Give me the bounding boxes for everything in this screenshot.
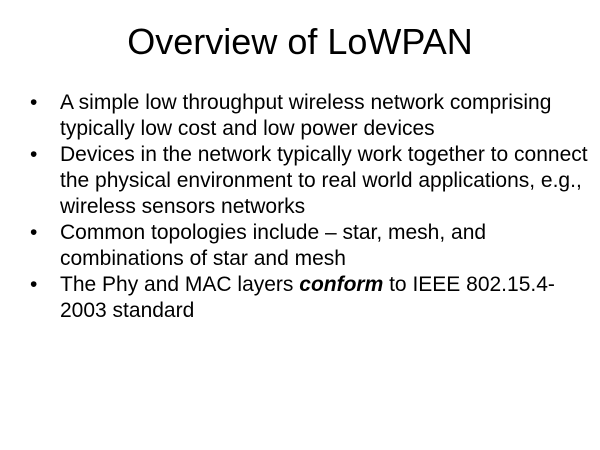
bullet-text xyxy=(60,272,590,324)
bullet-text-after: to IEEE 802.15.4-2003 standard xyxy=(60,273,555,322)
slide-title: Overview of LoWPAN xyxy=(127,21,473,62)
bullet-icon: • xyxy=(30,273,38,296)
bullet-text: Common topologies include – star, mesh, and combinations of star and mesh xyxy=(60,221,487,270)
bullet-icon: • xyxy=(30,91,38,114)
bullet-icon: • xyxy=(30,221,38,244)
bullet-text: A simple low throughput wireless network comprising typically low cost and low power devices xyxy=(60,91,552,140)
bullet-text-before: The Phy and MAC layers xyxy=(60,273,300,296)
bullet-item xyxy=(30,272,590,324)
bullet-item xyxy=(30,142,590,220)
bullet-text: Devices in the network typically work together to connect the physical environment to real world applications, e.g., wireless sensors networks xyxy=(60,143,588,218)
bullet-item xyxy=(30,220,590,272)
bullet-icon: • xyxy=(30,143,38,166)
bullet-list xyxy=(30,90,590,324)
bullet-item xyxy=(30,90,590,142)
emphasized-word: conform xyxy=(299,273,384,296)
